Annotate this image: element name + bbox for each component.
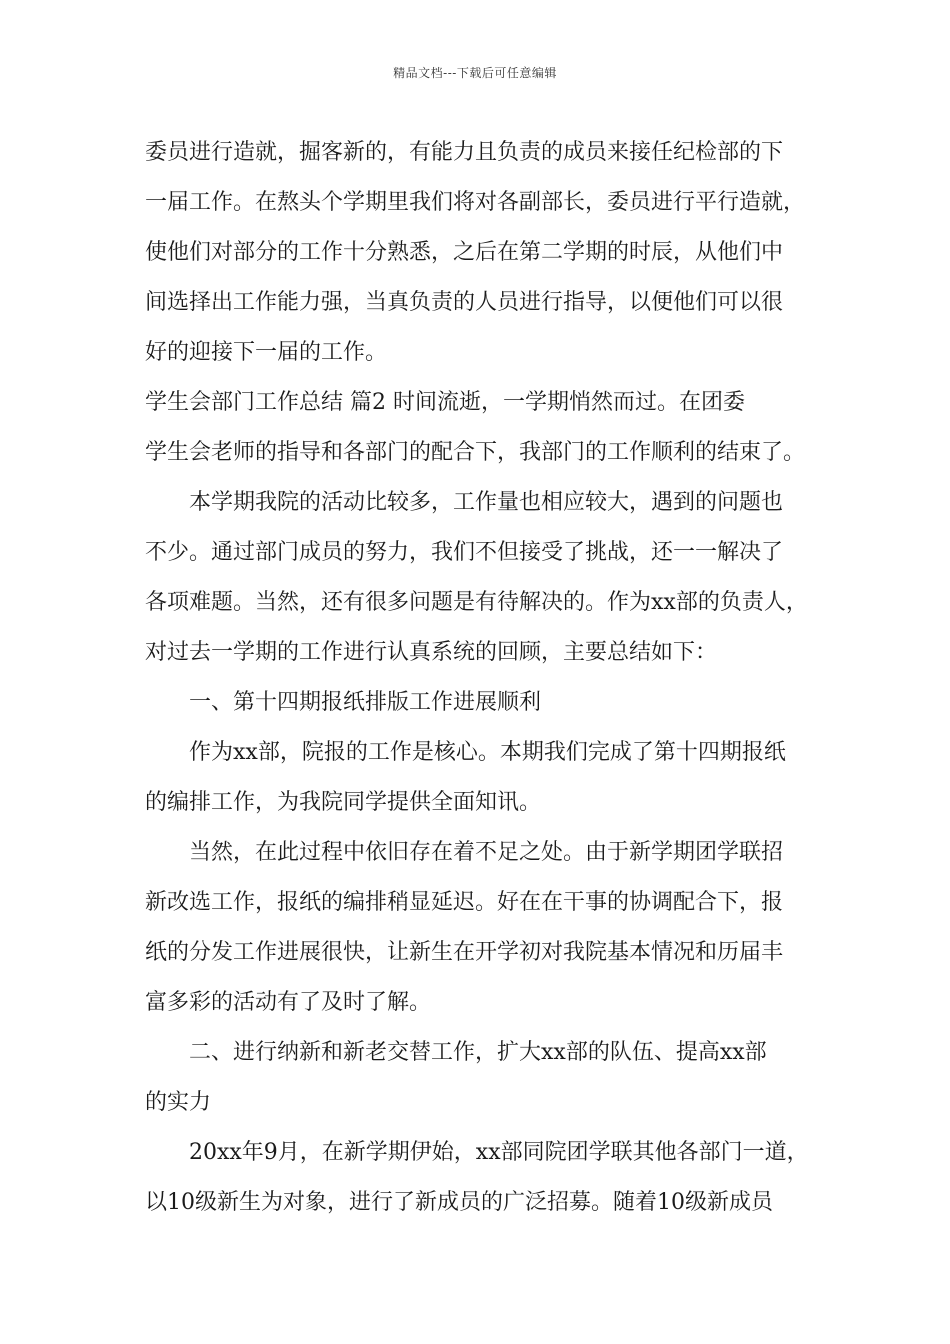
text-line: 本学期我院的活动比较多，工作量也相应较大，遇到的问题也	[189, 490, 784, 515]
heading-line: 二、进行纳新和新老交替工作，扩大xx部的队伍、提高xx部	[189, 1040, 767, 1065]
section-title-line: 学生会部门工作总结 篇2 时间流逝，一学期悄然而过。在团委	[145, 390, 745, 415]
text-line: 以10级新生为对象，进行了新成员的广泛招募。随着10级新成员	[145, 1190, 773, 1215]
document-body	[145, 128, 825, 1228]
text-line: 对过去一学期的工作进行认真系统的回顾，主要总结如下：	[145, 640, 718, 665]
text-line: 使他们对部分的工作十分熟悉，之后在第二学期的时辰，从他们中	[145, 240, 784, 265]
text-line: 的实力	[145, 1090, 212, 1115]
text-line: 委员进行造就，掘客新的，有能力且负责的成员来接任纪检部的下	[145, 140, 784, 165]
text-line: 作为xx部，院报的工作是核心。本期我们完成了第十四期报纸	[189, 740, 786, 765]
text-line: 好的迎接下一届的工作。	[145, 340, 388, 365]
text-line: 纸的分发工作进展很快，让新生在开学初对我院基本情况和历届丰	[145, 940, 784, 965]
text-line: 不少。通过部门成员的努力，我们不但接受了挑战，还一一解决了	[145, 540, 784, 565]
text-line: 学生会老师的指导和各部门的配合下，我部门的工作顺利的结束了。	[145, 440, 806, 465]
text-line: 的编排工作，为我院同学提供全面知讯。	[145, 790, 542, 815]
text-line: 新改选工作，报纸的编排稍显延迟。好在在干事的协调配合下，报	[145, 890, 784, 915]
text-line: 一届工作。在熬头个学期里我们将对各副部长，委员进行平行造就，	[145, 190, 806, 215]
text-line: 间选择出工作能力强，当真负责的人员进行指导，以便他们可以很	[145, 290, 784, 315]
page-header: 精品文档---下载后可任意编辑	[393, 66, 557, 80]
text-line: 20xx年9月，在新学期伊始，xx部同院团学联其他各部门一道，	[189, 1140, 809, 1165]
text-line: 当然，在此过程中依旧存在着不足之处。由于新学期团学联招	[189, 840, 784, 865]
heading-line: 一、第十四期报纸排版工作进展顺利	[189, 690, 542, 715]
text-line: 各项难题。当然，还有很多问题是有待解决的。作为xx部的负责人，	[145, 590, 808, 615]
text-line: 富多彩的活动有了及时了解。	[145, 990, 432, 1015]
